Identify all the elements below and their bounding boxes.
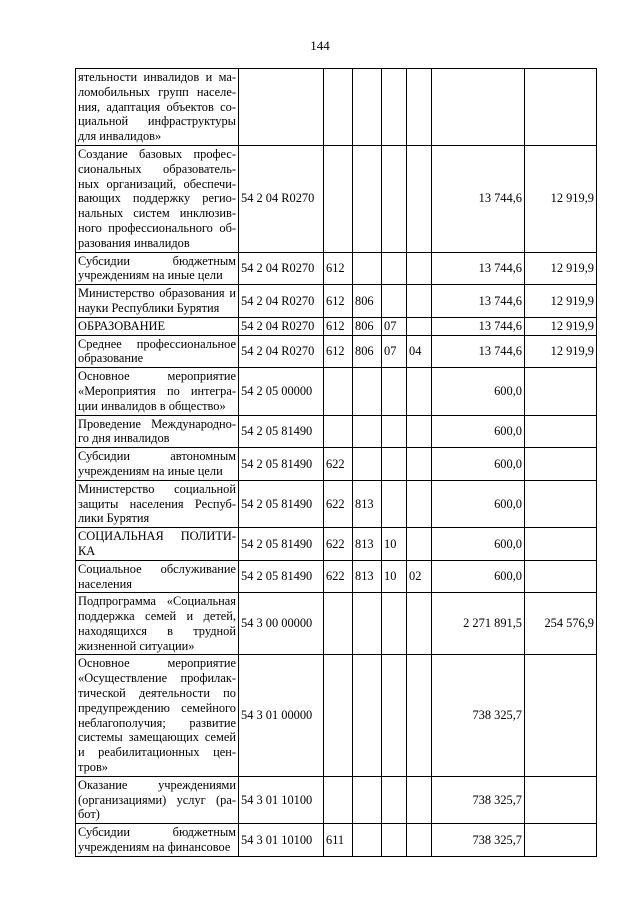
table-row: [76, 528, 597, 561]
amount-federal: [525, 655, 597, 776]
target-code: 54 2 05 81490: [239, 448, 324, 481]
target-code: 54 2 04 R0270: [239, 317, 324, 335]
row-name: СОЦИАЛЬНАЯ ПОЛИТИ-КА: [76, 528, 239, 561]
table-row: [76, 335, 597, 368]
subsection-code: [407, 252, 432, 285]
ministry-code: [353, 776, 382, 823]
ministry-code: 806: [353, 335, 382, 368]
subsection-code: 04: [407, 335, 432, 368]
amount-total: 600,0: [432, 480, 525, 527]
expense-type: 611: [324, 824, 353, 857]
ministry-code: [353, 252, 382, 285]
subsection-code: [407, 480, 432, 527]
target-code: 54 3 01 00000: [239, 655, 324, 776]
table-row: [76, 824, 597, 857]
amount-total: 600,0: [432, 528, 525, 561]
amount-total: 2 271 891,5: [432, 593, 525, 655]
expense-type: 612: [324, 335, 353, 368]
row-name: Проведение Международно-го дня инвалидов: [76, 415, 239, 448]
amount-federal: [525, 448, 597, 481]
subsection-code: [407, 528, 432, 561]
subsection-code: [407, 285, 432, 318]
expense-type: [324, 776, 353, 823]
amount-federal: [525, 560, 597, 593]
ministry-code: 806: [353, 317, 382, 335]
target-code: 54 2 05 81490: [239, 480, 324, 527]
target-code: [239, 69, 324, 146]
amount-total: 600,0: [432, 368, 525, 415]
target-code: 54 2 04 R0270: [239, 145, 324, 252]
amount-federal: [525, 528, 597, 561]
amount-federal: [525, 480, 597, 527]
section-code: [382, 593, 407, 655]
amount-total: 600,0: [432, 560, 525, 593]
amount-federal: 12 919,9: [525, 285, 597, 318]
amount-total: 738 325,7: [432, 655, 525, 776]
row-name: Субсидии бюджетным учреждениям на иные цели: [76, 252, 239, 285]
amount-federal: [525, 415, 597, 448]
subsection-code: 02: [407, 560, 432, 593]
section-code: [382, 480, 407, 527]
amount-federal: 12 919,9: [525, 317, 597, 335]
table-row: [76, 69, 597, 146]
ministry-code: [353, 69, 382, 146]
target-code: 54 2 05 81490: [239, 560, 324, 593]
expense-type: [324, 69, 353, 146]
amount-federal: [525, 824, 597, 857]
table-row: [76, 655, 597, 776]
section-code: [382, 776, 407, 823]
target-code: 54 3 01 10100: [239, 824, 324, 857]
amount-total: 600,0: [432, 415, 525, 448]
subsection-code: [407, 655, 432, 776]
subsection-code: [407, 448, 432, 481]
subsection-code: [407, 368, 432, 415]
expense-type: [324, 655, 353, 776]
amount-federal: [525, 776, 597, 823]
section-code: [382, 285, 407, 318]
subsection-code: [407, 69, 432, 146]
target-code: 54 2 04 R0270: [239, 285, 324, 318]
ministry-code: 813: [353, 480, 382, 527]
expense-type: 612: [324, 317, 353, 335]
expense-type: 622: [324, 528, 353, 561]
ministry-code: [353, 448, 382, 481]
target-code: 54 2 05 00000: [239, 368, 324, 415]
amount-total: 13 744,6: [432, 252, 525, 285]
ministry-code: [353, 824, 382, 857]
row-name: Основное мероприятие «Осуществление профилак-тической деятельности по предупреждению семейного неблагополучия; развитие системы замещающих семей и реабилитационных цен-тров»: [76, 655, 239, 776]
target-code: 54 2 04 R0270: [239, 252, 324, 285]
section-code: 07: [382, 317, 407, 335]
amount-federal: 12 919,9: [525, 335, 597, 368]
target-code: 54 3 00 00000: [239, 593, 324, 655]
section-code: [382, 368, 407, 415]
amount-total: 13 744,6: [432, 285, 525, 318]
row-name: Подпрограмма «Социальная поддержка семей и детей, находящихся в трудной жизненной ситуации»: [76, 593, 239, 655]
budget-table: [75, 68, 597, 857]
amount-federal: 12 919,9: [525, 252, 597, 285]
section-code: 10: [382, 528, 407, 561]
table-row: [76, 317, 597, 335]
row-name: ятельности инвалидов и ма-ломобильных групп населе-ния, адаптация объектов со-циальной инфраструктуры для инвалидов»: [76, 69, 239, 146]
subsection-code: [407, 145, 432, 252]
row-name: Среднее профессиональное образование: [76, 335, 239, 368]
section-code: [382, 69, 407, 146]
subsection-code: [407, 415, 432, 448]
ministry-code: 813: [353, 528, 382, 561]
expense-type: [324, 145, 353, 252]
amount-total: 738 325,7: [432, 824, 525, 857]
table-row: [76, 285, 597, 318]
page-number: 144: [310, 38, 330, 53]
ministry-code: 813: [353, 560, 382, 593]
row-name: Социальное обслуживание населения: [76, 560, 239, 593]
row-name: Субсидии автономным учреждениям на иные цели: [76, 448, 239, 481]
section-code: [382, 252, 407, 285]
row-name: Министерство социальной защиты населения Респуб-лики Бурятия: [76, 480, 239, 527]
section-code: [382, 824, 407, 857]
subsection-code: [407, 593, 432, 655]
table-row: [76, 593, 597, 655]
expense-type: 622: [324, 560, 353, 593]
table-row: [76, 480, 597, 527]
ministry-code: [353, 593, 382, 655]
ministry-code: [353, 145, 382, 252]
row-name: Министерство образования и науки Республики Бурятия: [76, 285, 239, 318]
amount-total: 13 744,6: [432, 335, 525, 368]
table-row: [76, 448, 597, 481]
row-name: Оказание учреждениями (организациями) услуг (ра-бот): [76, 776, 239, 823]
subsection-code: [407, 824, 432, 857]
row-name: Субсидии бюджетным учреждениям на финансовое: [76, 824, 239, 857]
expense-type: [324, 593, 353, 655]
subsection-code: [407, 317, 432, 335]
target-code: 54 2 04 R0270: [239, 335, 324, 368]
amount-federal: 12 919,9: [525, 145, 597, 252]
amount-total: 600,0: [432, 448, 525, 481]
ministry-code: [353, 415, 382, 448]
section-code: [382, 145, 407, 252]
target-code: 54 2 05 81490: [239, 415, 324, 448]
expense-type: 622: [324, 448, 353, 481]
expense-type: 612: [324, 285, 353, 318]
subsection-code: [407, 776, 432, 823]
expense-type: 622: [324, 480, 353, 527]
table-row: [76, 776, 597, 823]
section-code: [382, 655, 407, 776]
row-name: Основное мероприятие «Мероприятия по интегра-ции инвалидов в общество»: [76, 368, 239, 415]
expense-type: [324, 415, 353, 448]
section-code: 07: [382, 335, 407, 368]
table-row: [76, 145, 597, 252]
amount-total: 13 744,6: [432, 145, 525, 252]
target-code: 54 2 05 81490: [239, 528, 324, 561]
amount-federal: [525, 69, 597, 146]
amount-total: 13 744,6: [432, 317, 525, 335]
row-name: Создание базовых профес-сиональных образователь-ных организаций, обеспечи-вающих поддержку регио-нальных систем инклюзив-ного профессионального об-разования инвалидов: [76, 145, 239, 252]
expense-type: 612: [324, 252, 353, 285]
amount-federal: 254 576,9: [525, 593, 597, 655]
expense-type: [324, 368, 353, 415]
row-name: ОБРАЗОВАНИЕ: [76, 317, 239, 335]
amount-federal: [525, 368, 597, 415]
section-code: 10: [382, 560, 407, 593]
amount-total: [432, 69, 525, 146]
table-row: [76, 368, 597, 415]
table-row: [76, 560, 597, 593]
table-row: [76, 252, 597, 285]
section-code: [382, 448, 407, 481]
ministry-code: [353, 655, 382, 776]
table-row: [76, 415, 597, 448]
amount-total: 738 325,7: [432, 776, 525, 823]
section-code: [382, 415, 407, 448]
ministry-code: [353, 368, 382, 415]
target-code: 54 3 01 10100: [239, 776, 324, 823]
ministry-code: 806: [353, 285, 382, 318]
